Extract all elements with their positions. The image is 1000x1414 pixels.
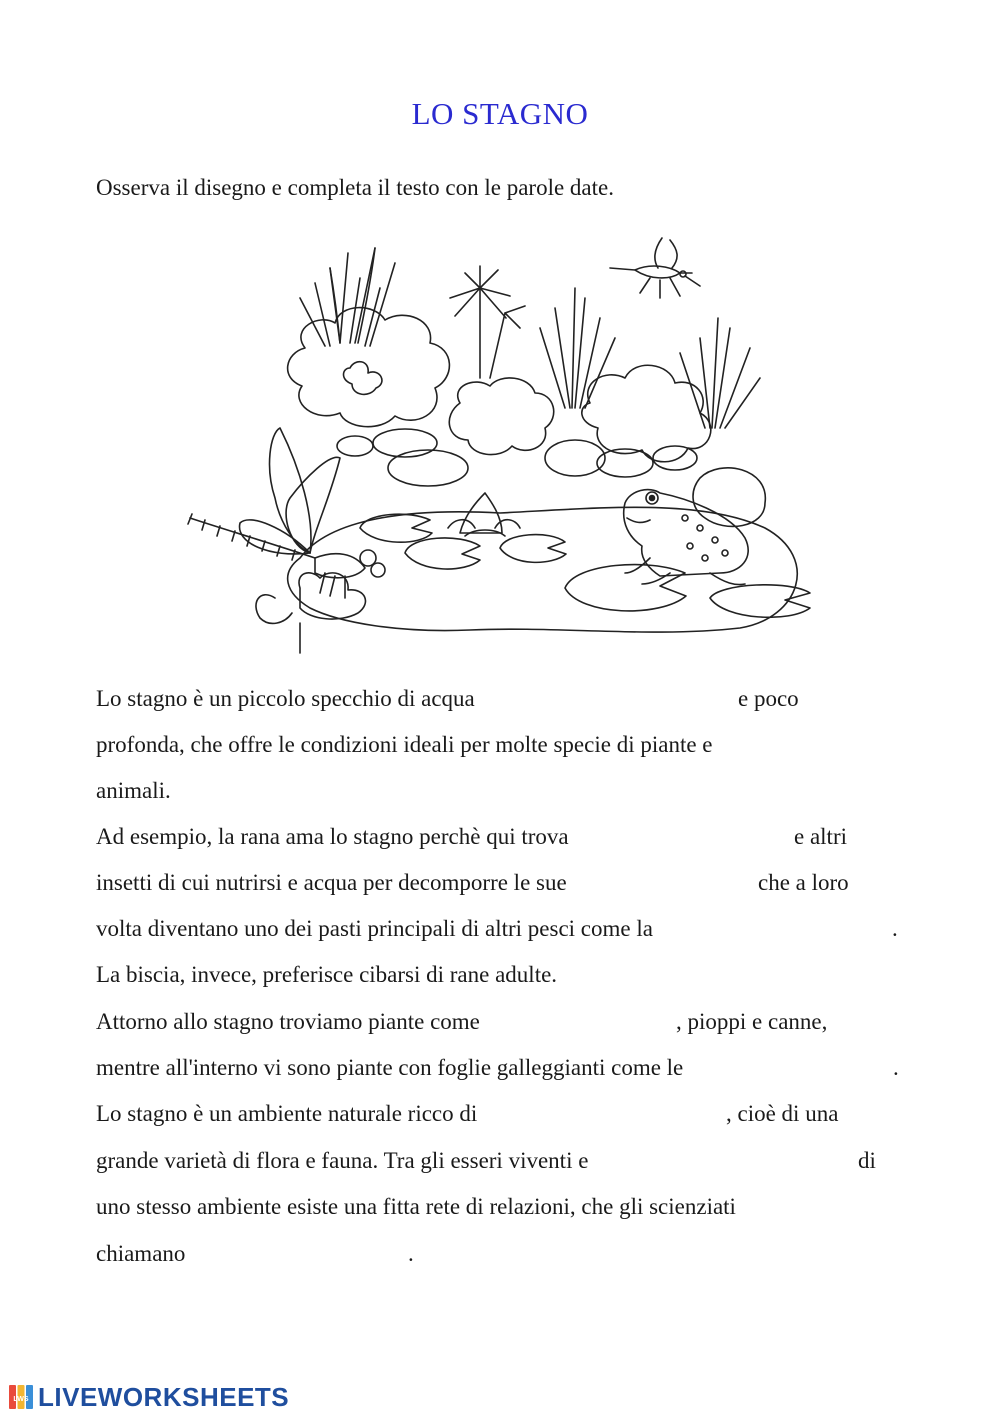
text-segment: Lo stagno è un ambiente naturale ricco di: [96, 1101, 478, 1126]
text-segment: uno stesso ambiente esiste una fitta rete di relazioni, che gli scienziati: [96, 1194, 736, 1219]
footer-logo[interactable]: [8, 1380, 289, 1414]
bush-right: [582, 365, 711, 461]
papyrus-plant: [450, 266, 525, 378]
blank-input-4[interactable]: [756, 915, 888, 945]
blank-input-1[interactable]: [542, 685, 736, 715]
reeds-left: [300, 248, 395, 346]
blank-input-7[interactable]: [546, 1100, 730, 1130]
text-segment: .: [893, 1055, 899, 1080]
text-segment: di: [858, 1148, 876, 1173]
frog: [624, 490, 749, 585]
text-segment: La biscia, invece, preferisce cibarsi di rane adulte.: [96, 962, 558, 987]
text-segment: .: [892, 916, 898, 941]
text-line-1: [96, 684, 916, 714]
flower-plant: [256, 573, 365, 653]
bush-left: [288, 308, 450, 427]
blank-input-8[interactable]: [674, 1147, 853, 1177]
reeds-right: [540, 288, 760, 428]
text-segment: Attorno allo stagno troviamo piante come: [96, 1009, 480, 1034]
liveworksheets-logo-icon: [8, 1384, 34, 1410]
blank-input-5[interactable]: [548, 1008, 678, 1038]
text-segment: chiamano: [96, 1241, 186, 1266]
svg-text:LWS: LWS: [13, 1396, 29, 1403]
text-segment: volta diventano uno dei pasti principali di altri pesci come la: [96, 916, 653, 941]
text-segment: e poco: [738, 686, 799, 711]
blank-input-3[interactable]: [649, 869, 753, 899]
text-segment: insetti di cui nutrirsi e acqua per decomporre le sue: [96, 870, 567, 895]
flower-cluster-left: [344, 362, 382, 395]
text-segment: che a loro: [758, 870, 849, 895]
text-segment: grande varietà di flora e fauna. Tra gli esseri viventi e: [96, 1148, 589, 1173]
mosquito: [610, 238, 700, 298]
text-segment: mentre all'interno vi sono piante con foglie galleggianti come le: [96, 1055, 684, 1080]
text-segment: , pioppi e canne,: [676, 1009, 828, 1034]
text-segment: .: [408, 1241, 414, 1266]
blank-input-6[interactable]: [786, 1054, 890, 1084]
bush-center: [449, 378, 553, 455]
pond-illustration: [180, 228, 820, 658]
dragonfly: [188, 428, 385, 598]
page-title: LO STAGNO: [411, 96, 589, 131]
water-lily-flower: [448, 493, 520, 536]
lily-pads: [360, 514, 810, 617]
text-segment: profonda, che offre le condizioni ideali per molte specie di piante e: [96, 732, 713, 757]
text-segment: , cioè di una: [726, 1101, 839, 1126]
blank-input-9[interactable]: [208, 1240, 406, 1270]
text-segment: e altri: [794, 824, 847, 849]
blank-input-2[interactable]: [652, 823, 791, 853]
text-segment: Lo stagno è un piccolo specchio di acqua: [96, 686, 475, 711]
text-segment: animali.: [96, 778, 171, 803]
instruction-text: Osserva il disegno e completa il testo con le parole date.: [96, 175, 614, 200]
brand-name: LIVEWORKSHEETS: [38, 1381, 290, 1412]
text-segment: Ad esempio, la rana ama lo stagno perchè qui trova: [96, 824, 569, 849]
